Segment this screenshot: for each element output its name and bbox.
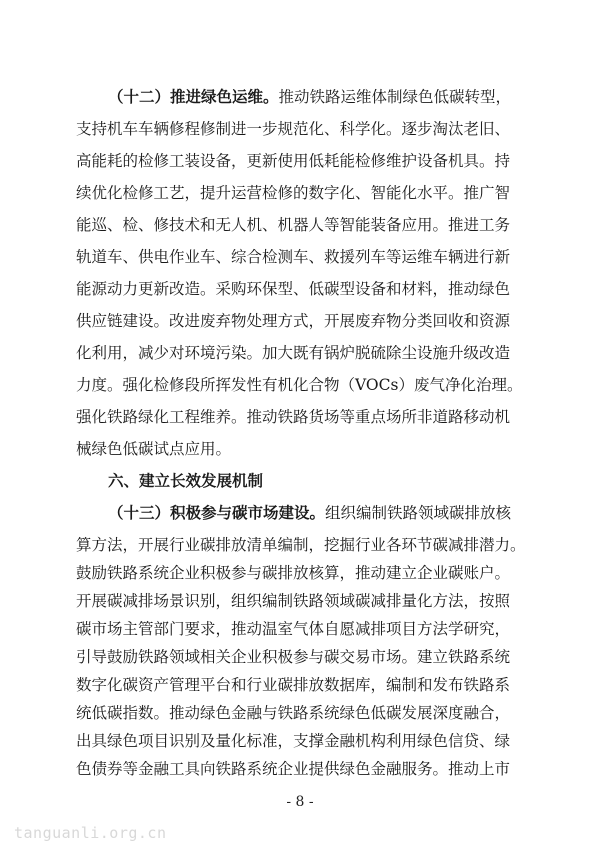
- section-13-title: （十三）积极参与碳市场建设。: [108, 504, 326, 522]
- section-13-line: 算方法，开展行业碳排放清单编制，挖掘行业各环节碳减排潜力。: [76, 536, 526, 554]
- section-12-first-line: [0, 87, 600, 107]
- section-12-line: 轨道车、供电作业车、综合检测车、救援列车等运维车辆进行新: [76, 248, 511, 266]
- section-12-line: 续优化检修工艺，提升运营检修的数字化、智能化水平。推广智: [76, 184, 511, 202]
- section-13-line: 碳市场主管部门要求，推动温室气体自愿减排项目方法学研究，: [76, 620, 511, 638]
- section-13-line: 统低碳指数。推动绿色金融与铁路系统绿色低碳发展深度融合，: [76, 704, 511, 722]
- section-12-title: （十二）推进绿色运维。: [108, 88, 279, 106]
- section-12-line: 能源动力更新改造。采购环保型、低碳型设备和材料，推动绿色: [76, 280, 511, 298]
- section-13-line: 色债券等金融工具向铁路系统企业提供绿色金融服务。推动上市: [76, 760, 511, 778]
- section-12-line: 供应链建设。改进废弃物处理方式，开展废弃物分类回收和资源: [76, 312, 511, 330]
- section-12-line: 械绿色低碳试点应用。: [76, 440, 232, 458]
- section-13-line: 组织编制铁路领域碳排放核: [325, 504, 512, 522]
- section-12-line: 支持机车车辆修程修制进一步规范化、科学化。逐步淘汰老旧、: [76, 120, 511, 138]
- chapter-6-heading: 六、建立长效发展机制: [108, 472, 264, 490]
- section-13-line: 鼓励铁路系统企业积极参与碳排放核算，推动建立企业碳账户。: [76, 564, 511, 582]
- section-13-line: 开展碳减排场景识别，组织编制铁路领域碳减排量化方法，按照: [76, 592, 511, 610]
- section-13-line: 引导鼓励铁路领域相关企业积极参与碳交易市场。建立铁路系统: [76, 648, 511, 666]
- section-13-line: 出具绿色项目识别及量化标准，支撑金融机构利用绿色信贷、绿: [76, 732, 511, 750]
- watermark: tanguanli.org.cn: [14, 824, 167, 842]
- page-number: - 8 -: [286, 794, 314, 810]
- section-13-line: 数字化碳资产管理平台和行业碳排放数据库，编制和发布铁路系: [76, 676, 511, 694]
- section-12-line: 化利用，减少对环境污染。加大既有锅炉脱硫除尘设施升级改造: [76, 344, 511, 362]
- section-12-line: 强化铁路绿化工程维养。推动铁路货场等重点场所非道路移动机: [76, 408, 511, 426]
- section-12-line: 高能耗的检修工装设备，更新使用低耗能检修维护设备机具。持: [76, 152, 511, 170]
- section-12-line: 推动铁路运维体制绿色低碳转型，: [278, 88, 512, 106]
- section-13-first-line: [0, 503, 600, 523]
- section-12-line: 能巡、检、修技术和无人机、机器人等智能装备应用。推进工务: [76, 216, 511, 234]
- section-12-line: 力度。强化检修段所挥发性有机化合物（VOCs）废气净化治理。: [76, 376, 523, 394]
